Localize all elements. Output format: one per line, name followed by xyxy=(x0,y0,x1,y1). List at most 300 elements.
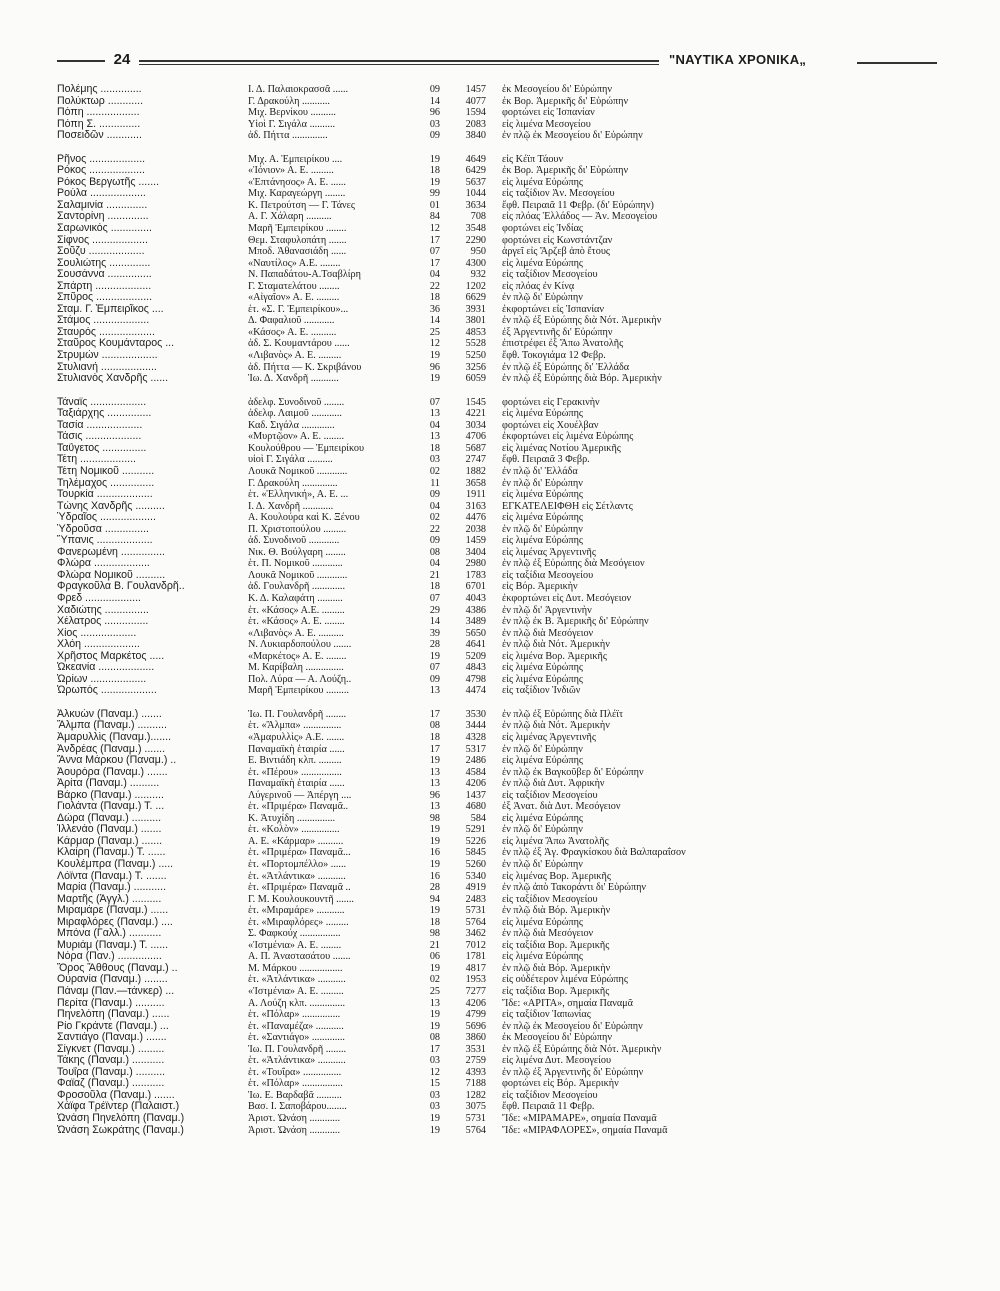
ship-tonnage: 4206 xyxy=(465,997,486,1009)
ship-position: ἐν πλῷ ἐξ Ἀργεντινῆς δι' Εὐρώπην xyxy=(502,1066,644,1078)
ship-position: εἰς λιμένα Ἄπω Ἀνατολῆς xyxy=(502,835,609,847)
ship-owner: ἑτ. «Ἑλληνική», Α. Ε. ... xyxy=(248,489,349,501)
ship-year: 19 xyxy=(429,350,440,362)
ship-position: ἐπιστρέφει ἐξ Ἄπω Ἀνατολῆς xyxy=(502,338,624,350)
ship-position: εἰς λιμένα Εὐρώπης xyxy=(502,951,583,963)
ship-year: 12 xyxy=(429,1066,440,1078)
ship-owner: ἀδ. Γουλανδρῆ ............. xyxy=(248,581,346,593)
ship-owner: ἑτ. «Πόλαρ» ............... xyxy=(248,1009,341,1021)
ship-row xyxy=(0,651,1000,663)
ship-group xyxy=(0,397,1000,697)
ship-tonnage: 5226 xyxy=(465,835,486,847)
ship-row xyxy=(0,1125,1000,1137)
ship-owner: Μ. Μάρκου ................. xyxy=(248,962,343,974)
ship-name: Ἀλκυὼν (Παναμ.) ....... xyxy=(57,708,162,720)
ship-name: Χέλατρος ............... xyxy=(57,616,149,628)
ship-tonnage: 5764 xyxy=(465,916,486,928)
ship-name: Φροσοῦλα (Παναμ.) ....... xyxy=(57,1089,175,1101)
ship-name: Σαλαμινία .............. xyxy=(57,199,148,211)
ship-owner: Λουκᾶ Νομικοῦ ............ xyxy=(248,569,348,581)
ship-name: Ρῆνος ................... xyxy=(57,153,146,165)
ship-year: 17 xyxy=(429,234,440,246)
ship-position: ἀργεῖ εἰς Ἄρζεβ ἀπὸ ἔτους xyxy=(502,246,610,258)
ship-tonnage: 3634 xyxy=(465,199,486,211)
ship-tonnage: 4798 xyxy=(465,673,486,685)
ship-year: 18 xyxy=(429,292,440,304)
ship-position: εἰς λιμένα Εὐρώπης xyxy=(502,257,583,269)
ship-position: Ἴδε: «ΜΙΡΑΜΑΡΕ», σημαία Παναμᾶ xyxy=(502,1113,657,1125)
ship-name: Κάρμαρ (Παναμ.) ....... xyxy=(57,835,163,847)
ship-name: Μαρία (Παναμ.) ........... xyxy=(57,882,167,894)
ship-owner: Λύγερινοῦ — Ἀπέργη .... xyxy=(248,789,352,801)
ship-row xyxy=(0,397,1000,409)
ship-year: 19 xyxy=(429,962,440,974)
ship-name: Φλώρα Νομικοῦ .......... xyxy=(57,569,166,581)
ship-owner: Μαρῆ Ἐμπειρίκου ......... xyxy=(248,685,349,697)
ship-row xyxy=(0,790,1000,802)
ship-tonnage: 2747 xyxy=(465,454,486,466)
ship-position: εἰς οὐδέτερον λιμένα Εὐρώπης xyxy=(502,974,628,986)
ship-name: Ἄλμπα (Παναμ.) .......... xyxy=(57,720,167,732)
ship-year: 96 xyxy=(429,107,440,119)
ship-position: ἐξ Ἀνατ. διὰ Δυτ. Μεσόγειον xyxy=(502,801,621,813)
ship-row xyxy=(0,778,1000,790)
ship-row xyxy=(0,593,1000,605)
ship-year: 19 xyxy=(429,176,440,188)
ship-row xyxy=(0,130,1000,142)
ship-name: Μυριάμ (Παναμ.) Τ. ...... xyxy=(57,939,169,951)
ship-year: 22 xyxy=(429,280,440,292)
ship-owner: ἑτ. «Σ. Γ. Ἐμπειρίκου»... xyxy=(248,303,349,315)
ship-year: 19 xyxy=(429,824,440,836)
ship-name: Ὠνάση Πηνελόπη (Παναμ.) xyxy=(57,1113,185,1125)
ship-position: ἐν πλῷ διὰ Νότ. Ἀμερικὴν xyxy=(502,639,610,651)
ship-name: Τέτη ................... xyxy=(57,454,136,466)
ship-group xyxy=(0,84,1000,142)
ship-row xyxy=(0,246,1000,258)
ship-year: 21 xyxy=(429,939,440,951)
ship-tonnage: 5291 xyxy=(465,824,486,836)
ship-row xyxy=(0,1101,1000,1113)
ship-row xyxy=(0,211,1000,223)
ship-position: ἐν πλῷ ἐκ Μεσογείου δι' Εὐρώπην xyxy=(502,1020,643,1032)
ship-position: εἰς ταξίδια Βορ. Ἀμερικῆς xyxy=(502,939,610,951)
ship-position: εἰς ταξίδιον Μεσογείου xyxy=(502,893,598,905)
ship-row xyxy=(0,570,1000,582)
ship-year: 12 xyxy=(429,223,440,235)
ship-owner: Υἱοὶ Γ. Σιγάλα .......... xyxy=(248,118,336,130)
ship-tonnage: 4853 xyxy=(465,326,486,338)
ship-owner: Κ. Ἀτυχίδη ............... xyxy=(248,812,336,824)
ship-tonnage: 2290 xyxy=(465,234,486,246)
ship-position: εἰς λιμένας Βορ. Ἀμερικῆς xyxy=(502,870,611,882)
ship-tonnage: 6629 xyxy=(465,292,486,304)
ship-tonnage: 5764 xyxy=(465,1124,486,1136)
ship-year: 25 xyxy=(429,326,440,338)
ship-row xyxy=(0,767,1000,779)
ship-position: ἐν πλῷ ἐκ Β. Ἀμερικῆς δι' Εὐρώπην xyxy=(502,616,649,628)
ship-position: ἐν πλῷ διὰ Δυτ. Ἀφρικὴν xyxy=(502,778,605,790)
ship-tonnage: 4843 xyxy=(465,662,486,674)
ship-position: εἰς λιμένα Εὐρώπης xyxy=(502,662,583,674)
ship-owner: ἑτ. «Κολὸν» ............... xyxy=(248,824,340,836)
ship-year: 22 xyxy=(429,523,440,535)
ship-year: 16 xyxy=(429,870,440,882)
ship-tonnage: 7012 xyxy=(465,939,486,951)
ship-position: ἐξ Ἀργεντινῆς δι' Εὐρώπην xyxy=(502,326,613,338)
ship-year: 07 xyxy=(429,246,440,258)
ship-name: Γιολάντα (Παναμ.) Τ. ... xyxy=(57,801,165,813)
ship-owner: Γ. Δρακούλη .............. xyxy=(248,477,338,489)
ship-year: 84 xyxy=(429,211,440,223)
ship-year: 13 xyxy=(429,766,440,778)
ship-owner: «Κάσος» Α. Ε. .......... xyxy=(248,326,337,338)
ship-name: Χρῆστος Μαρκέτος ..... xyxy=(57,650,165,662)
ship-year: 18 xyxy=(429,165,440,177)
ship-year: 18 xyxy=(429,442,440,454)
ship-position: ἐν πλῷ ἐκ Βαγκοῦβερ δι' Εὐρώπην xyxy=(502,766,644,778)
ship-owner: Ι. Δ. Παλαιοκρασσᾶ ...... xyxy=(248,84,349,95)
ship-position: ἐν πλῷ ἐξ Εὐρώπης διὰ Πλέϊτ xyxy=(502,708,624,720)
ship-year: 08 xyxy=(429,1032,440,1044)
ship-name: Σουσάννα ............... xyxy=(57,269,152,281)
ship-row xyxy=(0,188,1000,200)
ship-year: 19 xyxy=(429,1124,440,1136)
ship-tonnage: 1545 xyxy=(465,396,486,408)
ship-year: 19 xyxy=(429,835,440,847)
ship-tonnage: 4641 xyxy=(465,639,486,651)
ship-owner: ἀδελφ. Λαιμοῦ ............ xyxy=(248,408,342,420)
ship-name: Φραγκοῦλα Β. Γουλανδρῆ.. xyxy=(57,581,185,593)
ship-position: εἰς λιμένα Εὐρώπης xyxy=(502,512,583,524)
ship-name: Περίτα (Παναμ.) .......... xyxy=(57,997,165,1009)
ship-tonnage: 1437 xyxy=(465,789,486,801)
ship-year: 09 xyxy=(429,84,440,95)
ship-year: 39 xyxy=(429,627,440,639)
ship-position: εἰς ταξίδιον Ἰαπωνίας xyxy=(502,1009,591,1021)
ship-position: ἐν πλῷ διὰ Βόρ. Ἀμερικὴν xyxy=(502,962,611,974)
ship-year: 06 xyxy=(429,951,440,963)
ship-owner: Ν. Λυκιαρδοπούλου ....... xyxy=(248,639,352,651)
ship-tonnage: 6701 xyxy=(465,581,486,593)
ship-tonnage: 3548 xyxy=(465,223,486,235)
ship-owner: Ε. Βιντιάδη κλπ. ......... xyxy=(248,755,342,767)
ship-year: 08 xyxy=(429,720,440,732)
ship-owner: ἑτ. «Πέρου» ................ xyxy=(248,766,342,778)
ship-position: εἰς ταξίδιον Μεσογείου xyxy=(502,269,598,281)
ship-row xyxy=(0,524,1000,536)
ship-tonnage: 5687 xyxy=(465,442,486,454)
ship-owner: Κ. Δ. Καλαφάτη .......... xyxy=(248,592,343,604)
ship-row xyxy=(0,501,1000,513)
ship-row xyxy=(0,558,1000,570)
ship-position: εἰς λιμένα Εὐρώπης xyxy=(502,176,583,188)
ship-name: Χίος ................... xyxy=(57,627,137,639)
ship-position: ἐν πλῷ ἐξ Εὐρώπης διὰ Νότ. Ἀμερικὴν xyxy=(502,1043,662,1055)
ship-tonnage: 4649 xyxy=(465,153,486,165)
ship-row xyxy=(0,292,1000,304)
ship-owner: ἀδ. Πήττα .............. xyxy=(248,130,328,142)
ship-name: Πόπη .................. xyxy=(57,107,140,119)
ship-owner: Γ. Σταματελάτου ........ xyxy=(248,280,340,292)
ship-row xyxy=(0,917,1000,929)
ship-row xyxy=(0,269,1000,281)
ship-owner: ἑτ. «Σαντιάγο» ............. xyxy=(248,1032,345,1044)
ship-position: ἐν πλῷ διὰ Βόρ. Ἀμερικὴν xyxy=(502,905,611,917)
ship-name: Ἀμαρυλλὶς (Παναμ.)....... xyxy=(57,731,172,743)
ship-name: Μιραφλόρες (Παναμ.) .... xyxy=(57,916,173,928)
ship-row xyxy=(0,1067,1000,1079)
ship-position: Ἴδε: «ΜΙΡΑΦΛΟΡΕΣ», σημαία Παναμᾶ xyxy=(502,1124,668,1136)
ship-year: 98 xyxy=(429,928,440,940)
ship-owner: Κουλούθρου — Ἐμπειρίκου xyxy=(248,442,365,454)
ship-tonnage: 1882 xyxy=(465,465,486,477)
ship-name: Πόπη Σ. .............. xyxy=(57,118,141,130)
ship-name: Στυλιανὸς Χανδρῆς ...... xyxy=(57,373,169,385)
header-rule-middle xyxy=(139,60,659,62)
ship-name: Ὠκεανία ................... xyxy=(57,662,155,674)
ship-owner: ἑτ. «Ἄλμπα» ............... xyxy=(248,720,342,732)
ship-row xyxy=(0,836,1000,848)
ship-position: ἐν πλῷ ἐξ Εὐρώπης διὰ Μεσόγειον xyxy=(502,558,645,570)
ship-name: Ὕπανις ................... xyxy=(57,535,153,547)
ship-owner: «Ἰστμένια» Α. Ε. ......... xyxy=(248,986,344,998)
ship-row xyxy=(0,963,1000,975)
ship-row xyxy=(0,986,1000,998)
ship-name: Πάναμ (Παν.—τάνκερ) ... xyxy=(57,986,175,998)
ship-name: Ἀνδρέας (Παναμ.) ....... xyxy=(57,743,166,755)
ship-tonnage: 5317 xyxy=(465,743,486,755)
ship-owner: Βασ. Ι. Σαποβάρου........ xyxy=(248,1101,347,1113)
ship-owner: Δ. Φαφαλιοῦ ............ xyxy=(248,315,335,327)
ship-name: Σαντορίνη .............. xyxy=(57,211,149,223)
ship-owner: ἑτ. «Κάσος» Α. Ε. ........ xyxy=(248,616,345,628)
ship-row xyxy=(0,951,1000,963)
ship-year: 13 xyxy=(429,685,440,697)
ship-tonnage: 3034 xyxy=(465,419,486,431)
ship-row xyxy=(0,639,1000,651)
ship-row xyxy=(0,813,1000,825)
ship-row xyxy=(0,1044,1000,1056)
ship-tonnage: 4328 xyxy=(465,731,486,743)
ship-year: 09 xyxy=(429,130,440,142)
ship-owner: Γ. Δρακούλη ........... xyxy=(248,95,330,107)
ship-row xyxy=(0,315,1000,327)
ship-row xyxy=(0,200,1000,212)
ship-name: Σαρωνικός .............. xyxy=(57,223,152,235)
ship-tonnage: 5696 xyxy=(465,1020,486,1032)
ship-position: εἰς ταξίδιον Μεσογείου xyxy=(502,789,598,801)
ship-owner: Καδ. Σιγάλα ............. xyxy=(248,419,335,431)
ship-year: 13 xyxy=(429,408,440,420)
ship-year: 14 xyxy=(429,95,440,107)
ship-owner: Α. Λούζη κλπ. .............. xyxy=(248,997,346,1009)
ship-owner: ἑτ. «Πριμέρα» Παναμᾶ... xyxy=(248,847,351,859)
ship-owner: «Λιβανὸς» Α. Ε. ......... xyxy=(248,350,342,362)
ship-year: 03 xyxy=(429,118,440,130)
ship-position: εἰς λιμένα Εὐρώπης xyxy=(502,489,583,501)
ship-group xyxy=(0,709,1000,1136)
ship-tonnage: 1457 xyxy=(465,84,486,95)
ship-row xyxy=(0,605,1000,617)
ship-tonnage: 4393 xyxy=(465,1066,486,1078)
ship-year: 18 xyxy=(429,916,440,928)
ship-name: Ὑδραῖος ................... xyxy=(57,512,156,524)
ship-year: 07 xyxy=(429,396,440,408)
ship-row xyxy=(0,824,1000,836)
ship-row xyxy=(0,420,1000,432)
ship-tonnage: 5731 xyxy=(465,905,486,917)
ship-year: 03 xyxy=(429,454,440,466)
ship-tonnage: 1282 xyxy=(465,1089,486,1101)
ship-row xyxy=(0,165,1000,177)
ship-year: 36 xyxy=(429,303,440,315)
ship-tonnage: 4680 xyxy=(465,801,486,813)
ship-year: 04 xyxy=(429,500,440,512)
ship-tonnage: 2759 xyxy=(465,1055,486,1067)
ship-name: Τώνης Χανδρῆς .......... xyxy=(57,500,165,512)
ship-name: Φρεδ ................... xyxy=(57,592,141,604)
ship-position: εἰς Βόρ. Ἀμερικὴν xyxy=(502,581,578,593)
ship-tonnage: 7188 xyxy=(465,1078,486,1090)
ship-row xyxy=(0,616,1000,628)
ship-position: φορτώνει εἰς Ἱσπανίαν xyxy=(502,107,595,119)
ship-position: ἐν πλῷ ἀπὸ Τακοράντι δι' Εὐρώπην xyxy=(502,882,647,894)
ship-name: Ρόκος Βεργωτῆς ....... xyxy=(57,176,160,188)
ship-position: ἐκφορτώνει εἰς Δυτ. Μεσόγειον xyxy=(502,592,632,604)
ship-name: Φλώρα ................... xyxy=(57,558,150,570)
ship-tonnage: 2038 xyxy=(465,523,486,535)
ship-year: 04 xyxy=(429,558,440,570)
ship-owner: Ἰω. Δ. Χανδρῆ ........... xyxy=(248,373,339,385)
ship-year: 96 xyxy=(429,789,440,801)
ship-row xyxy=(0,350,1000,362)
ship-year: 11 xyxy=(430,477,440,489)
ship-name: Σαντιάγο (Παναμ.) ....... xyxy=(57,1032,167,1044)
ship-name: Ὠρωπός ................... xyxy=(57,685,157,697)
ship-tonnage: 4474 xyxy=(465,685,486,697)
ship-owner: Λουκᾶ Νομικοῦ ............ xyxy=(248,465,348,477)
ship-name: Σταῦρος Κουμάνταρος ... xyxy=(57,338,175,350)
ship-tonnage: 6059 xyxy=(465,373,486,385)
ship-row xyxy=(0,512,1000,524)
ship-owner: Μποδ. Ἀθανασιάδη ...... xyxy=(248,246,347,258)
ship-year: 19 xyxy=(429,153,440,165)
ship-owner: ἑτ. «Κάσος» Α.Ε. ......... xyxy=(248,604,345,616)
ship-name: Τουΐρα (Παναμ.) .......... xyxy=(57,1066,166,1078)
ship-row xyxy=(0,154,1000,166)
ship-position: εἰς λιμένα Εὐρώπης xyxy=(502,535,583,547)
ship-name: Σταμ. Γ. Ἐμπειρῖκος .... xyxy=(57,303,164,315)
ship-year: 02 xyxy=(429,512,440,524)
ship-name: Ἄννα Μάρκου (Παναμ.) .. xyxy=(57,755,177,767)
ship-name: Τέτη Νομικοῦ ........... xyxy=(57,465,155,477)
ship-position: Ἴδε: «ΑΡΙΤΑ», σημαία Παναμᾶ xyxy=(502,997,633,1009)
ship-name: Πολέμης .............. xyxy=(57,84,142,95)
ship-position: εἰς πλόας ἐν Κίνᾳ xyxy=(502,280,575,292)
ship-owner: Παναμαϊκὴ ἑταιρία ...... xyxy=(248,778,345,790)
ship-position: εἰς λιμένας Ἀργεντινῆς xyxy=(502,731,596,743)
ship-position: εἰς ταξίδιον Μεσογείου xyxy=(502,1089,598,1101)
ship-year: 17 xyxy=(429,743,440,755)
ship-name: Τάναϊς ................... xyxy=(57,396,147,408)
ship-owner: «Αἰγαῖον» Α. Ε. ......... xyxy=(248,292,340,304)
ship-row xyxy=(0,1078,1000,1090)
ship-tonnage: 4817 xyxy=(465,962,486,974)
ship-year: 19 xyxy=(429,1020,440,1032)
ship-year: 04 xyxy=(429,269,440,281)
ship-name: Ρόκος ................... xyxy=(57,165,145,177)
ship-name: Χαδιώτης ............... xyxy=(57,604,149,616)
ship-position: εἰς λιμένα Εὐρώπης xyxy=(502,916,583,928)
ship-row xyxy=(0,894,1000,906)
ship-name: Φαϊαζ (Παναμ.) ........... xyxy=(57,1078,165,1090)
ship-tonnage: 1953 xyxy=(465,974,486,986)
ship-owner: ἑτ. «Ἀτλάντικα» ........... xyxy=(248,974,346,986)
header-rule-right xyxy=(857,62,937,64)
ship-row xyxy=(0,1113,1000,1125)
ship-position: ἐν πλῷ διὰ Μεσόγειον xyxy=(502,627,594,639)
ship-owner: Μιχ. Καραγεώργη ........ xyxy=(248,188,346,200)
ship-name: Οὐρανία (Παναμ.) ........ xyxy=(57,974,168,986)
ship-owner: Π. Χριστοπούλου ......... xyxy=(248,523,347,535)
ship-tonnage: 3531 xyxy=(465,1043,486,1055)
ship-year: 02 xyxy=(429,974,440,986)
ship-owner: Παναμαϊκὴ ἑταιρία ...... xyxy=(248,743,345,755)
ship-name: Ὡρίων ................... xyxy=(57,673,147,685)
ship-position: εἰς λιμένα Δυτ. Μεσογείου xyxy=(502,1055,612,1067)
ship-name: Μιραμάρε (Παναμ.) ...... xyxy=(57,905,169,917)
ship-tonnage: 3163 xyxy=(465,500,486,512)
ship-row xyxy=(0,547,1000,559)
ship-row xyxy=(0,720,1000,732)
ship-tonnage: 3658 xyxy=(465,477,486,489)
ship-owner: ἀδ. Πήττα — Κ. Σκριβάνου xyxy=(248,361,362,373)
ship-row xyxy=(0,223,1000,235)
ship-tonnage: 3075 xyxy=(465,1101,486,1113)
ship-tonnage: 1202 xyxy=(465,280,486,292)
ship-name: Κλαίρη (Παναμ.) Τ. ...... xyxy=(57,847,166,859)
ship-tonnage: 4386 xyxy=(465,604,486,616)
ship-tonnage: 1459 xyxy=(465,535,486,547)
ship-tonnage: 5637 xyxy=(465,176,486,188)
ship-year: 03 xyxy=(429,1055,440,1067)
ship-owner: ἀδ. Σ. Κουμαντάρου ...... xyxy=(248,338,350,350)
ship-row xyxy=(0,1009,1000,1021)
ship-tonnage: 7277 xyxy=(465,986,486,998)
ship-year: 13 xyxy=(429,801,440,813)
ship-year: 19 xyxy=(429,373,440,385)
ship-name: Στάμος ................... xyxy=(57,315,150,327)
ship-row xyxy=(0,535,1000,547)
ship-tonnage: 1594 xyxy=(465,107,486,119)
ship-year: 19 xyxy=(429,859,440,870)
ship-tonnage: 4043 xyxy=(465,592,486,604)
ship-position: ἔφθ. Πειραιᾶ 11 Φεβρ. (δι' Εὐρώπην) xyxy=(502,199,654,211)
ship-tonnage: 5650 xyxy=(465,627,486,639)
ship-tonnage: 3489 xyxy=(465,616,486,628)
ship-owner: Μιχ. Α. Ἐμπειρίκου .... xyxy=(248,153,343,165)
ship-owner: Σ. Φαφκούχ ................ xyxy=(248,928,341,940)
ship-name: Στυλιανή ................... xyxy=(57,361,157,373)
ship-tonnage: 708 xyxy=(470,211,486,223)
ship-row xyxy=(0,905,1000,917)
ship-position: φορτώνει εἰς Ἰνδίας xyxy=(502,223,583,235)
ship-year: 02 xyxy=(429,465,440,477)
ship-position: ἐκφορτώνει εἰς λιμένα Εὐρώπης xyxy=(502,431,634,443)
ship-year: 04 xyxy=(429,419,440,431)
ship-name: Δώρα (Παναμ.) .......... xyxy=(57,812,162,824)
